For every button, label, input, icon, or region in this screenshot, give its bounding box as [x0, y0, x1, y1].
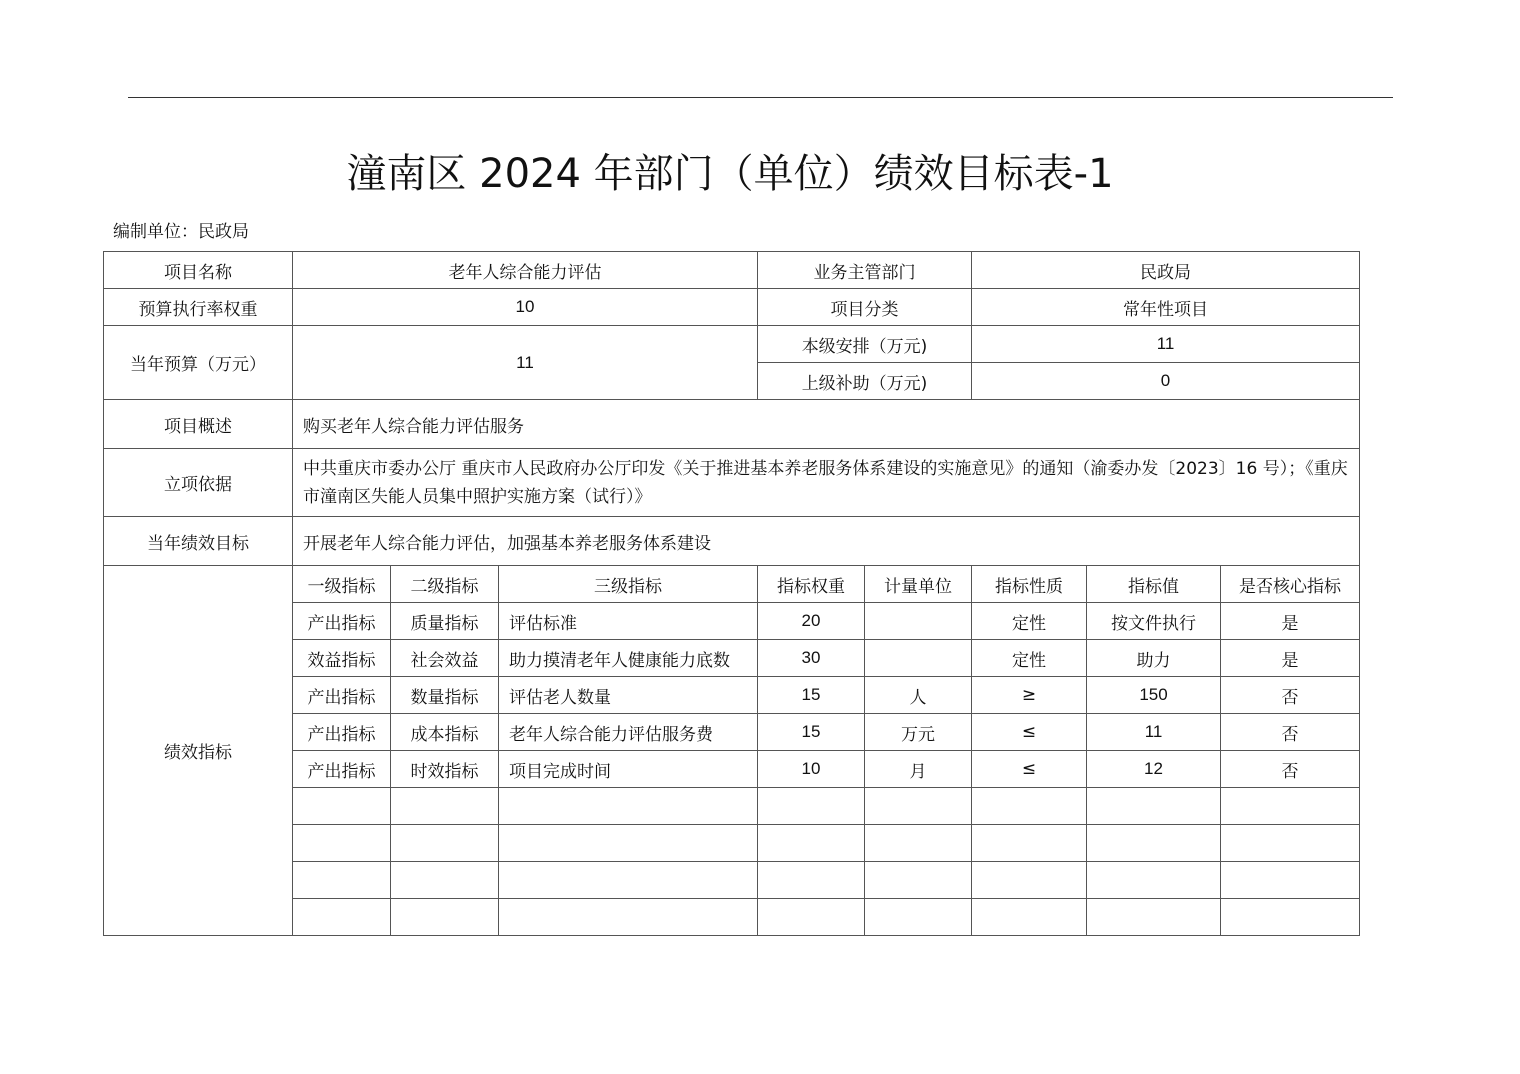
- cell-value: 12: [1087, 751, 1221, 788]
- cell-unit: 万元: [865, 714, 972, 751]
- cell-weight: 30: [758, 640, 865, 677]
- cell-level3: 项目完成时间: [499, 751, 758, 788]
- cell-nature: 定性: [972, 603, 1087, 640]
- indicator-header-row: [104, 566, 1360, 603]
- empty-cell: [758, 899, 865, 936]
- empty-cell: [1087, 825, 1221, 862]
- goal-label: 当年绩效目标: [104, 517, 293, 566]
- cell-nature: ≤: [972, 714, 1087, 751]
- empty-cell: [865, 899, 972, 936]
- local-value: 11: [972, 326, 1360, 363]
- cell-unit: 人: [865, 677, 972, 714]
- cell-value: 11: [1087, 714, 1221, 751]
- empty-cell: [972, 862, 1087, 899]
- empty-cell: [972, 788, 1087, 825]
- category-value: 常年性项目: [972, 289, 1360, 326]
- empty-row: [104, 788, 1360, 825]
- header-weight: 指标权重: [758, 566, 865, 603]
- cell-level3: 老年人综合能力评估服务费: [499, 714, 758, 751]
- indicator-row: [104, 640, 1360, 677]
- cell-level2: 成本指标: [391, 714, 499, 751]
- cell-core: 否: [1221, 751, 1360, 788]
- row-basis: [104, 449, 1360, 517]
- empty-row: [104, 825, 1360, 862]
- cell-level1: 产出指标: [293, 714, 391, 751]
- upper-value: 0: [972, 363, 1360, 400]
- overview-value: 购买老年人综合能力评估服务: [293, 400, 1360, 449]
- empty-cell: [293, 899, 391, 936]
- indicators-section-label: 绩效指标: [104, 566, 293, 936]
- cell-level3: 评估标准: [499, 603, 758, 640]
- empty-cell: [1221, 862, 1360, 899]
- row-goal: [104, 517, 1360, 566]
- cell-value: 助力: [1087, 640, 1221, 677]
- empty-cell: [499, 788, 758, 825]
- empty-cell: [972, 825, 1087, 862]
- header-level2: 二级指标: [391, 566, 499, 603]
- dept-value: 民政局: [972, 252, 1360, 289]
- empty-cell: [758, 862, 865, 899]
- empty-cell: [1221, 899, 1360, 936]
- indicator-row: [104, 677, 1360, 714]
- empty-row: [104, 899, 1360, 936]
- compiling-unit: 编制单位：民政局: [113, 222, 249, 242]
- indicator-row: [104, 714, 1360, 751]
- empty-cell: [499, 825, 758, 862]
- upper-label: 上级补助（万元): [758, 363, 972, 400]
- row-overview: [104, 400, 1360, 449]
- cell-level2: 数量指标: [391, 677, 499, 714]
- empty-cell: [391, 788, 499, 825]
- empty-cell: [865, 862, 972, 899]
- empty-cell: [293, 825, 391, 862]
- indicator-row: [104, 751, 1360, 788]
- budget-label: 当年预算（万元）: [104, 326, 293, 400]
- cell-level1: 产出指标: [293, 751, 391, 788]
- weight-label: 预算执行率权重: [104, 289, 293, 326]
- empty-cell: [758, 825, 865, 862]
- header-level1: 一级指标: [293, 566, 391, 603]
- cell-core: 是: [1221, 603, 1360, 640]
- cell-core: 是: [1221, 640, 1360, 677]
- empty-cell: [499, 899, 758, 936]
- local-label: 本级安排（万元): [758, 326, 972, 363]
- cell-level1: 产出指标: [293, 603, 391, 640]
- empty-cell: [972, 899, 1087, 936]
- cell-unit: [865, 603, 972, 640]
- performance-target-table: [103, 251, 1360, 936]
- empty-cell: [1221, 825, 1360, 862]
- cell-value: 按文件执行: [1087, 603, 1221, 640]
- cell-level2: 时效指标: [391, 751, 499, 788]
- header-level3: 三级指标: [499, 566, 758, 603]
- cell-weight: 20: [758, 603, 865, 640]
- basis-value: 中共重庆市委办公厅 重庆市人民政府办公厅印发《关于推进基本养老服务体系建设的实施意见》的通知（渝委办发〔2023〕16 号）；《重庆市潼南区失能人员集中照护实施方案（试行）》: [293, 449, 1360, 517]
- empty-cell: [1221, 788, 1360, 825]
- cell-nature: ≥: [972, 677, 1087, 714]
- cell-weight: 10: [758, 751, 865, 788]
- empty-cell: [758, 788, 865, 825]
- overview-label: 项目概述: [104, 400, 293, 449]
- row-budget: [104, 326, 1360, 363]
- cell-nature: 定性: [972, 640, 1087, 677]
- cell-weight: 15: [758, 714, 865, 751]
- indicator-row: [104, 603, 1360, 640]
- header-core: 是否核心指标: [1221, 566, 1360, 603]
- empty-cell: [1087, 899, 1221, 936]
- cell-level2: 社会效益: [391, 640, 499, 677]
- empty-cell: [391, 899, 499, 936]
- category-label: 项目分类: [758, 289, 972, 326]
- row-project-name: [104, 252, 1360, 289]
- cell-nature: ≤: [972, 751, 1087, 788]
- cell-level3: 评估老人数量: [499, 677, 758, 714]
- empty-cell: [293, 788, 391, 825]
- empty-cell: [293, 862, 391, 899]
- empty-cell: [391, 825, 499, 862]
- cell-weight: 15: [758, 677, 865, 714]
- cell-level3: 助力摸清老年人健康能力底数: [499, 640, 758, 677]
- header-value: 指标值: [1087, 566, 1221, 603]
- empty-cell: [499, 862, 758, 899]
- empty-cell: [391, 862, 499, 899]
- budget-value: 11: [293, 326, 758, 400]
- cell-level2: 质量指标: [391, 603, 499, 640]
- goal-value: 开展老年人综合能力评估，加强基本养老服务体系建设: [293, 517, 1360, 566]
- basis-label: 立项依据: [104, 449, 293, 517]
- cell-value: 150: [1087, 677, 1221, 714]
- header-nature: 指标性质: [972, 566, 1087, 603]
- cell-core: 否: [1221, 677, 1360, 714]
- header-unit: 计量单位: [865, 566, 972, 603]
- cell-unit: 月: [865, 751, 972, 788]
- weight-value: 10: [293, 289, 758, 326]
- empty-cell: [1087, 788, 1221, 825]
- cell-core: 否: [1221, 714, 1360, 751]
- empty-cell: [1087, 862, 1221, 899]
- project-name-value: 老年人综合能力评估: [293, 252, 758, 289]
- empty-row: [104, 862, 1360, 899]
- dept-label: 业务主管部门: [758, 252, 972, 289]
- empty-cell: [865, 825, 972, 862]
- empty-cell: [865, 788, 972, 825]
- cell-unit: [865, 640, 972, 677]
- cell-level1: 效益指标: [293, 640, 391, 677]
- header-rule: [128, 97, 1393, 98]
- page-title: 潼南区 2024 年部门（单位）绩效目标表-1: [346, 151, 1114, 197]
- project-name-label: 项目名称: [104, 252, 293, 289]
- row-weight: [104, 289, 1360, 326]
- cell-level1: 产出指标: [293, 677, 391, 714]
